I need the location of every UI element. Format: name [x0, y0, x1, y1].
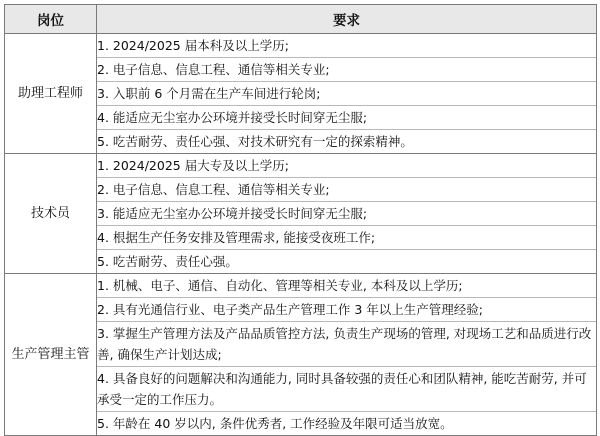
requirement-item: 5. 吃苦耐劳、责任心强。	[97, 254, 238, 269]
requirement-item: 5. 年龄在 40 岁以内, 条件优秀者, 工作经验及年限可适当放宽。	[97, 416, 453, 431]
requirement-item: 4. 具备良好的问题解决和沟通能力, 同时具备较强的责任心和团队精神, 能吃苦耐劳, 并可承受一定的工作压力。	[97, 367, 596, 412]
table-header-row	[5, 5, 597, 34]
requirement-item: 3. 能适应无尘室办公环境并接受长时间穿无尘服;	[97, 202, 596, 226]
requirements-cell	[97, 154, 597, 274]
requirement-item: 1. 2024/2025 届大专及以上学历;	[97, 154, 596, 178]
requirement-item: 2. 具有光通信行业、电子类产品生产管理工作 3 年以上生产管理经验;	[97, 298, 596, 322]
header-requirements: 要求	[97, 5, 597, 34]
requirement-item: 1. 2024/2025 届本科及以上学历;	[97, 34, 596, 58]
table-row	[5, 274, 597, 436]
requirement-item: 4. 能适应无尘室办公环境并接受长时间穿无尘服;	[97, 106, 596, 130]
position-technician: 技术员	[5, 154, 97, 274]
position-assistant-engineer: 助理工程师	[5, 34, 97, 154]
requirement-item: 3. 掌握生产管理方法及产品品质管控方法, 负责生产现场的管理, 对现场工艺和品质进行改善, 确保生产计划达成;	[97, 322, 596, 367]
requirements-cell	[97, 34, 597, 154]
requirement-item: 5. 吃苦耐劳、责任心强、对技术研究有一定的探索精神。	[97, 134, 413, 149]
job-requirements-table	[4, 4, 597, 436]
requirement-item: 2. 电子信息、信息工程、通信等相关专业;	[97, 58, 596, 82]
requirement-item: 1. 机械、电子、通信、自动化、管理等相关专业, 本科及以上学历;	[97, 274, 596, 298]
requirement-item: 4. 根据生产任务安排及管理需求, 能接受夜班工作;	[97, 226, 596, 250]
table-row	[5, 34, 597, 154]
requirement-item: 2. 电子信息、信息工程、通信等相关专业;	[97, 178, 596, 202]
requirements-cell	[97, 274, 597, 436]
header-position: 岗位	[5, 5, 97, 34]
position-production-manager: 生产管理主管	[5, 274, 97, 436]
table-row	[5, 154, 597, 274]
requirement-item: 3. 入职前 6 个月需在生产车间进行轮岗;	[97, 82, 596, 106]
